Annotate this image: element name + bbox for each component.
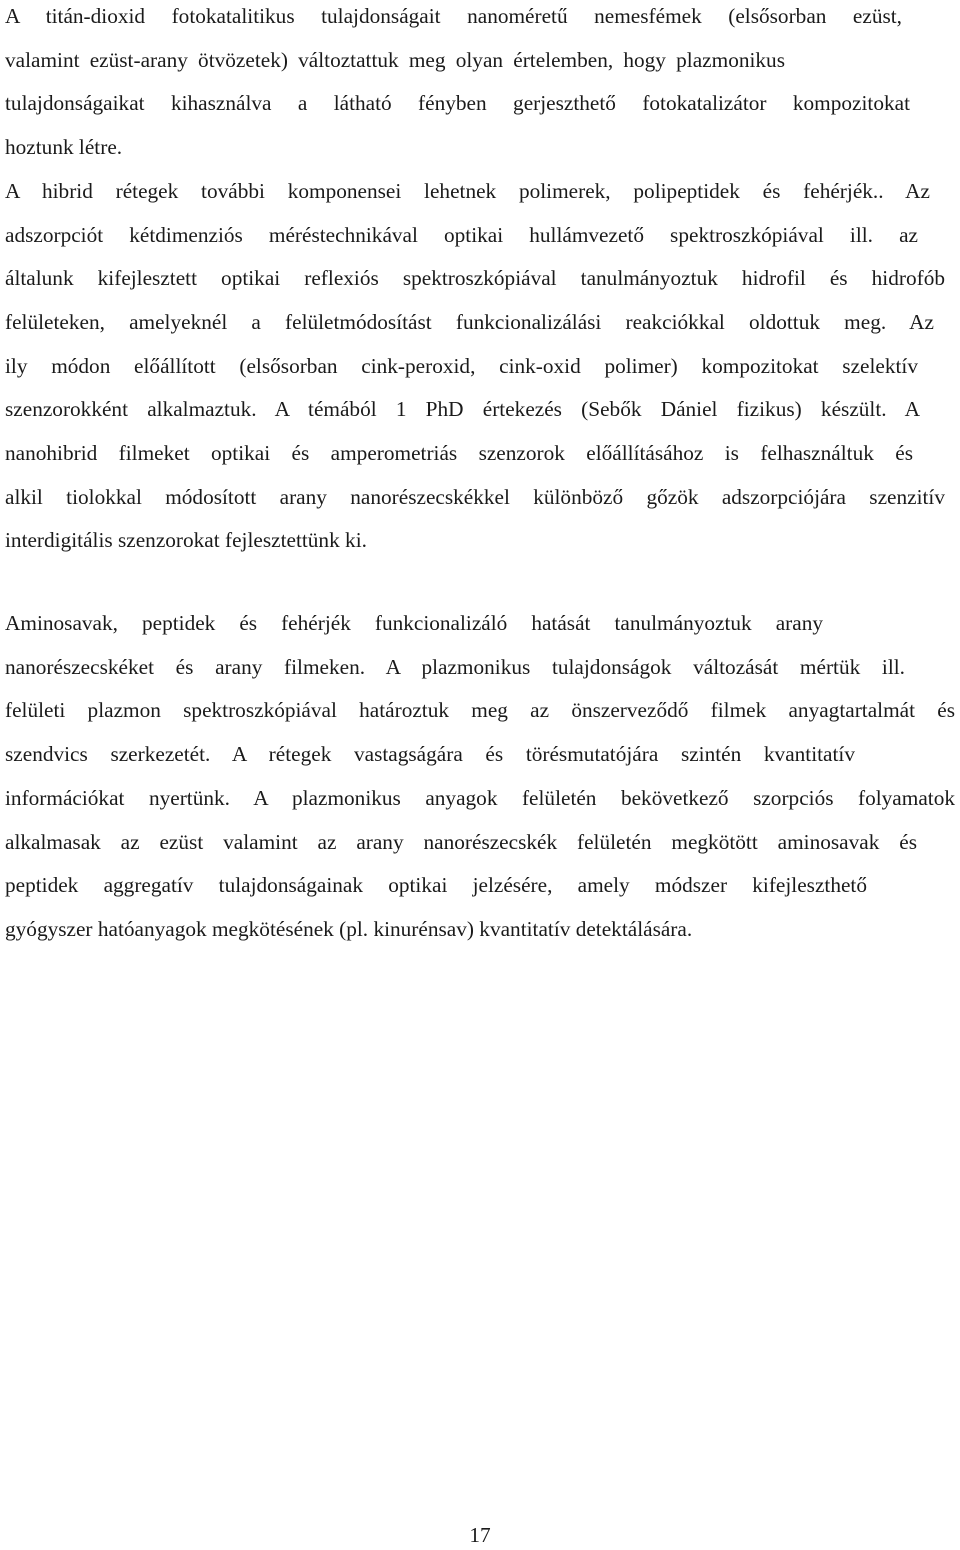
text-line: Aminosavak, peptidek és fehérjék funkcionalizáló hatását tanulmányoztuk arany [5, 611, 823, 635]
text-line: nanorészecskéket és arany filmeken. A plazmonikus tulajdonságok változását mértük ill. [5, 654, 905, 679]
text-line: alkil tiolokkal módosított arany nanorészecskékkel különböző gőzök adszorpciójára szenzitív [5, 484, 945, 509]
text-line: interdigitális szenzorokat fejlesztettünk ki. [5, 528, 367, 553]
text-line: A titán-dioxid fotokatalitikus tulajdonságait nanoméretű nemesfémek (elsősorban ezüst, [5, 4, 902, 28]
page-number: 17 [469, 1523, 491, 1547]
text-line: információkat nyertünk. A plazmonikus anyagok felületén bekövetkező szorpciós folyamatok [5, 785, 955, 810]
text-line: A hibrid rétegek további komponensei lehetnek polimerek, polipeptidek és fehérjék.. Az [5, 178, 930, 203]
text-line: hoztunk létre. [5, 135, 123, 160]
text-line: felületeken, amelyeknél a felületmódosítást funkcionalizálási reakciókkal oldottuk meg. Az [5, 309, 934, 334]
text-line: valamint ezüst-arany ötvözetek) változtattuk meg olyan értelemben, hogy plazmonikus [5, 47, 785, 72]
text-line: adszorpciót kétdimenziós méréstechnikával optikai hullámvezető spektroszkópiával ill. az [5, 222, 918, 247]
text-line: alkalmasak az ezüst valamint az arany nanorészecskék felületén megkötött aminosavak és [5, 829, 917, 854]
text-line: gyógyszer hatóanyagok megkötésének (pl. kinurénsav) kvantitatív detektálására. [5, 916, 693, 941]
text-line: általunk kifejlesztett optikai reflexiós spektroszkópiával tanulmányoztuk hidrofil és hidrofób [5, 266, 945, 291]
text-line: szenzorokként alkalmaztuk. A témából 1 PhD értekezés (Sebők Dániel fizikus) készült. A [5, 397, 920, 422]
text-line: peptidek aggregatív tulajdonságainak optikai jelzésére, amely módszer kifejleszthető [5, 873, 867, 898]
text-line: szendvics szerkezetét. A rétegek vastagságára és törésmutatójára szintén kvantitatív [5, 742, 855, 767]
paragraph-photocatalysis [5, 0, 956, 563]
text-line: ily módon előállított (elsősorban cink-peroxid, cink-oxid polimer) kompozitokat szelektív [5, 353, 918, 378]
text-line: felületi plazmon spektroszkópiával határoztuk meg az önszerveződő filmek anyagtartalmát és [5, 698, 955, 723]
paragraph-amino-acids [5, 602, 956, 952]
text-line: tulajdonságaikat kihasználva a látható fényben gerjeszthető fotokatalizátor kompozitokat [5, 91, 910, 116]
text-line: nanohibrid filmeket optikai és amperometriás szenzorok előállításához is felhasználtuk és [5, 441, 913, 466]
